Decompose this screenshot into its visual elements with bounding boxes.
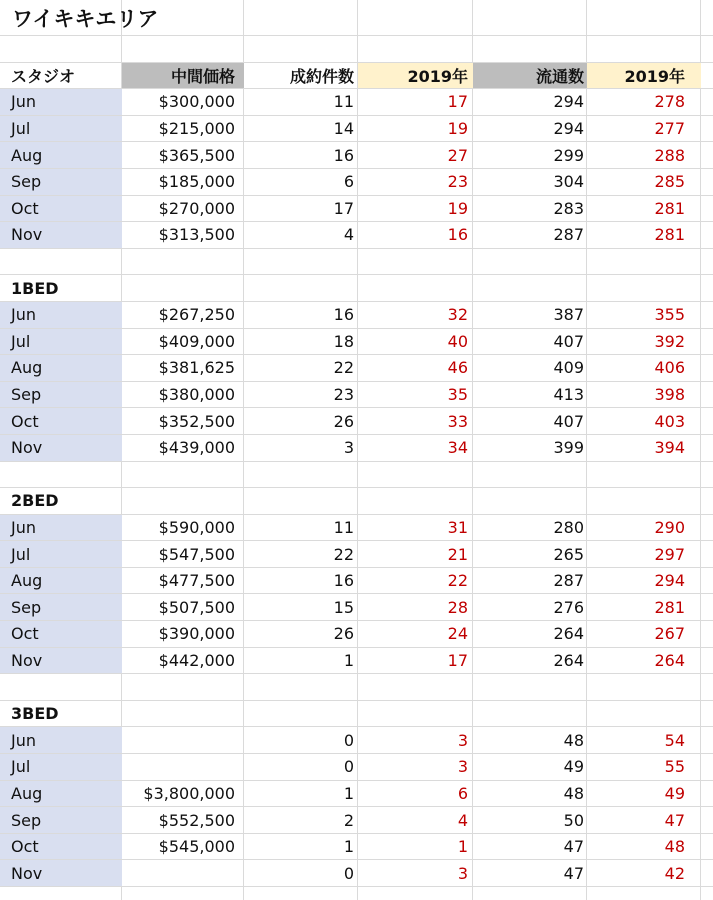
month-cell[interactable]: Jul [0,541,122,567]
median-price-cell[interactable]: $3,800,000 [143,783,235,803]
sales-count-cell[interactable]: 22 [333,544,354,564]
median-price-cell[interactable]: $477,500 [158,571,235,591]
sales-2019-cell[interactable]: 16 [447,225,468,245]
inventory-2019-cell[interactable]: 290 [654,517,685,537]
blank-row [0,462,713,489]
inventory-cell[interactable]: 47 [563,837,584,857]
table-row [0,302,713,329]
header-median-price[interactable]: 中間価格 [122,63,244,89]
sales-2019-cell[interactable]: 23 [447,172,468,192]
inventory-cell[interactable]: 287 [553,571,584,591]
inventory-2019-cell[interactable]: 267 [654,624,685,644]
table-row [0,860,713,887]
median-price-cell[interactable] [122,860,244,886]
sales-count-cell[interactable]: 2 [343,810,354,830]
median-price-cell[interactable] [122,727,244,753]
inventory-2019-cell[interactable]: 264 [654,650,685,670]
sales-count-cell[interactable]: 16 [333,145,354,165]
inventory-2019-cell[interactable]: 394 [654,438,685,458]
sales-count-cell[interactable]: 3 [343,438,354,458]
table-row [0,834,713,861]
sales-count-cell[interactable]: 16 [333,305,354,325]
sales-count-cell[interactable]: 15 [333,597,354,617]
inventory-2019-cell[interactable]: 288 [654,145,685,165]
table-row [0,382,713,409]
inventory-cell[interactable]: 50 [563,810,584,830]
month-cell[interactable]: Jul [0,754,122,780]
header-inventory[interactable]: 流通数 [473,63,587,89]
month-cell[interactable]: Jun [0,89,122,115]
sales-2019-cell[interactable]: 32 [447,305,468,325]
inventory-2019-cell[interactable]: 49 [664,783,685,803]
sales-count-cell[interactable]: 1 [343,783,354,803]
table-row [0,621,713,648]
header-sales-count[interactable]: 成約件数 [289,66,354,86]
sales-count-cell[interactable]: 26 [333,624,354,644]
month-cell[interactable]: Jun [0,302,122,328]
month-cell[interactable]: Aug [0,142,122,168]
inventory-cell[interactable]: 409 [553,358,584,378]
inventory-cell[interactable]: 48 [563,783,584,803]
sales-2019-cell[interactable]: 33 [447,411,468,431]
inventory-cell[interactable]: 48 [563,730,584,750]
table-row [0,355,713,382]
median-price-cell[interactable]: $300,000 [158,92,235,112]
inventory-cell[interactable]: 294 [553,92,584,112]
table-row [0,142,713,169]
inventory-2019-cell[interactable]: 54 [664,730,685,750]
sales-count-cell[interactable]: 0 [343,730,354,750]
sales-2019-cell[interactable]: 31 [447,517,468,537]
table-body [0,63,713,887]
month-cell[interactable]: Sep [0,807,122,833]
inventory-2019-cell[interactable]: 355 [654,305,685,325]
inventory-cell[interactable]: 399 [553,438,584,458]
blank-row [0,674,713,701]
median-price-cell[interactable]: $590,000 [158,517,235,537]
median-price-cell[interactable]: $267,250 [158,305,235,325]
table-row [0,515,713,542]
median-price-cell[interactable]: $442,000 [158,650,235,670]
sales-2019-cell[interactable]: 17 [447,650,468,670]
sales-2019-cell[interactable]: 35 [447,385,468,405]
table-row [0,648,713,675]
month-cell[interactable]: Jul [0,116,122,142]
inventory-2019-cell[interactable]: 47 [664,810,685,830]
month-cell[interactable]: Aug [0,355,122,381]
sales-count-cell[interactable]: 22 [333,358,354,378]
sales-2019-cell[interactable]: 1 [457,837,468,857]
table-row [0,116,713,143]
sales-2019-cell[interactable]: 21 [447,544,468,564]
sales-2019-cell[interactable]: 3 [457,757,468,777]
sales-2019-cell[interactable]: 3 [457,863,468,883]
section-header-row [0,488,713,515]
sales-2019-cell[interactable]: 34 [447,438,468,458]
table-row [0,222,713,249]
inventory-2019-cell[interactable]: 406 [654,358,685,378]
median-price-cell[interactable] [122,754,244,780]
sales-count-cell[interactable]: 14 [333,119,354,139]
table-row [0,541,713,568]
inventory-cell[interactable]: 299 [553,145,584,165]
median-price-cell[interactable]: $552,500 [158,810,235,830]
inventory-2019-cell[interactable]: 277 [654,119,685,139]
table-row [0,594,713,621]
inventory-cell[interactable]: 407 [553,331,584,351]
sales-2019-cell[interactable]: 24 [447,624,468,644]
title-row [0,0,713,36]
inventory-cell[interactable]: 264 [553,650,584,670]
median-price-cell[interactable]: $185,000 [158,172,235,192]
inventory-2019-cell[interactable]: 285 [654,172,685,192]
table-row [0,169,713,196]
inventory-2019-cell[interactable]: 398 [654,385,685,405]
table-row [0,754,713,781]
month-cell[interactable]: Sep [0,169,122,195]
inventory-2019-cell[interactable]: 392 [654,331,685,351]
inventory-cell[interactable]: 407 [553,411,584,431]
sales-count-cell[interactable]: 1 [343,837,354,857]
median-price-cell[interactable]: $547,500 [158,544,235,564]
month-cell[interactable]: Nov [0,222,122,248]
sales-count-cell[interactable]: 6 [343,172,354,192]
month-cell[interactable]: Jun [0,515,122,541]
month-cell[interactable]: Nov [0,648,122,674]
inventory-2019-cell[interactable]: 278 [654,92,685,112]
sales-2019-cell[interactable]: 46 [447,358,468,378]
inventory-cell[interactable]: 280 [553,517,584,537]
table-row [0,435,713,462]
section-header-row [0,63,713,90]
sales-2019-cell[interactable]: 19 [447,119,468,139]
sales-2019-cell[interactable]: 19 [447,198,468,218]
inventory-2019-cell[interactable]: 294 [654,571,685,591]
section-name[interactable]: スタジオ [11,66,76,86]
inventory-cell[interactable]: 276 [553,597,584,617]
header-sales-2019[interactable]: 2019年 [358,63,473,89]
inventory-cell[interactable]: 49 [563,757,584,777]
median-price-cell[interactable]: $313,500 [158,225,235,245]
inventory-2019-cell[interactable]: 55 [664,757,685,777]
table-row [0,329,713,356]
table-row [0,807,713,834]
median-price-cell[interactable]: $352,500 [158,411,235,431]
sales-2019-cell[interactable]: 17 [447,92,468,112]
inventory-2019-cell[interactable]: 403 [654,411,685,431]
section-header-row [0,701,713,728]
median-price-cell[interactable]: $365,500 [158,145,235,165]
sales-2019-cell[interactable]: 27 [447,145,468,165]
inventory-cell[interactable]: 283 [553,198,584,218]
inventory-cell[interactable]: 264 [553,624,584,644]
month-cell[interactable]: Oct [0,408,122,434]
table-row [0,408,713,435]
sales-count-cell[interactable]: 11 [333,517,354,537]
month-cell[interactable]: Aug [0,781,122,807]
section-name[interactable]: 1BED [11,278,59,298]
month-cell[interactable]: Oct [0,621,122,647]
inventory-cell[interactable]: 413 [553,385,584,405]
table-row [0,781,713,808]
median-price-cell[interactable]: $380,000 [158,385,235,405]
section-name[interactable]: 2BED [11,491,59,511]
sales-2019-cell[interactable]: 22 [447,571,468,591]
sales-count-cell[interactable]: 4 [343,225,354,245]
month-cell[interactable]: Aug [0,568,122,594]
month-cell[interactable]: Jun [0,727,122,753]
section-header-row [0,275,713,302]
sales-2019-cell[interactable]: 3 [457,730,468,750]
inventory-2019-cell[interactable]: 281 [654,597,685,617]
table-row [0,568,713,595]
median-price-cell[interactable]: $545,000 [158,837,235,857]
sales-count-cell[interactable]: 0 [343,757,354,777]
sales-2019-cell[interactable]: 6 [457,783,468,803]
median-price-cell[interactable]: $270,000 [158,198,235,218]
sales-2019-cell[interactable]: 4 [457,810,468,830]
section-name[interactable]: 3BED [11,704,59,724]
inventory-2019-cell[interactable]: 281 [654,198,685,218]
inventory-cell[interactable]: 304 [553,172,584,192]
inventory-cell[interactable]: 294 [553,119,584,139]
header-inventory-2019[interactable]: 2019年 [587,63,701,89]
inventory-2019-cell[interactable]: 42 [664,863,685,883]
month-cell[interactable]: Oct [0,834,122,860]
inventory-cell[interactable]: 265 [553,544,584,564]
sales-count-cell[interactable]: 11 [333,92,354,112]
sales-count-cell[interactable]: 0 [343,863,354,883]
blank-row [0,36,713,63]
sales-count-cell[interactable]: 1 [343,650,354,670]
inventory-2019-cell[interactable]: 297 [654,544,685,564]
sales-count-cell[interactable]: 16 [333,571,354,591]
median-price-cell[interactable]: $507,500 [158,597,235,617]
table-row [0,727,713,754]
inventory-cell[interactable]: 47 [563,863,584,883]
inventory-cell[interactable]: 387 [553,305,584,325]
median-price-cell[interactable]: $215,000 [158,119,235,139]
median-price-cell[interactable]: $439,000 [158,438,235,458]
month-cell[interactable]: Sep [0,594,122,620]
inventory-cell[interactable]: 287 [553,225,584,245]
month-cell[interactable]: Oct [0,196,122,222]
sales-count-cell[interactable]: 18 [333,331,354,351]
median-price-cell[interactable]: $409,000 [158,331,235,351]
inventory-2019-cell[interactable]: 48 [664,837,685,857]
table-row [0,196,713,223]
sales-count-cell[interactable]: 26 [333,411,354,431]
month-cell[interactable]: Nov [0,860,122,886]
blank-row [0,249,713,276]
sales-count-cell[interactable]: 23 [333,385,354,405]
median-price-cell[interactable]: $381,625 [158,358,235,378]
inventory-2019-cell[interactable]: 281 [654,225,685,245]
month-cell[interactable]: Nov [0,435,122,461]
sales-2019-cell[interactable]: 28 [447,597,468,617]
sales-2019-cell[interactable]: 40 [447,331,468,351]
month-cell[interactable]: Jul [0,329,122,355]
month-cell[interactable]: Sep [0,382,122,408]
sales-count-cell[interactable]: 17 [333,198,354,218]
median-price-cell[interactable]: $390,000 [158,624,235,644]
table-row [0,89,713,116]
sheet-title[interactable]: ワイキキエリア [12,6,159,31]
